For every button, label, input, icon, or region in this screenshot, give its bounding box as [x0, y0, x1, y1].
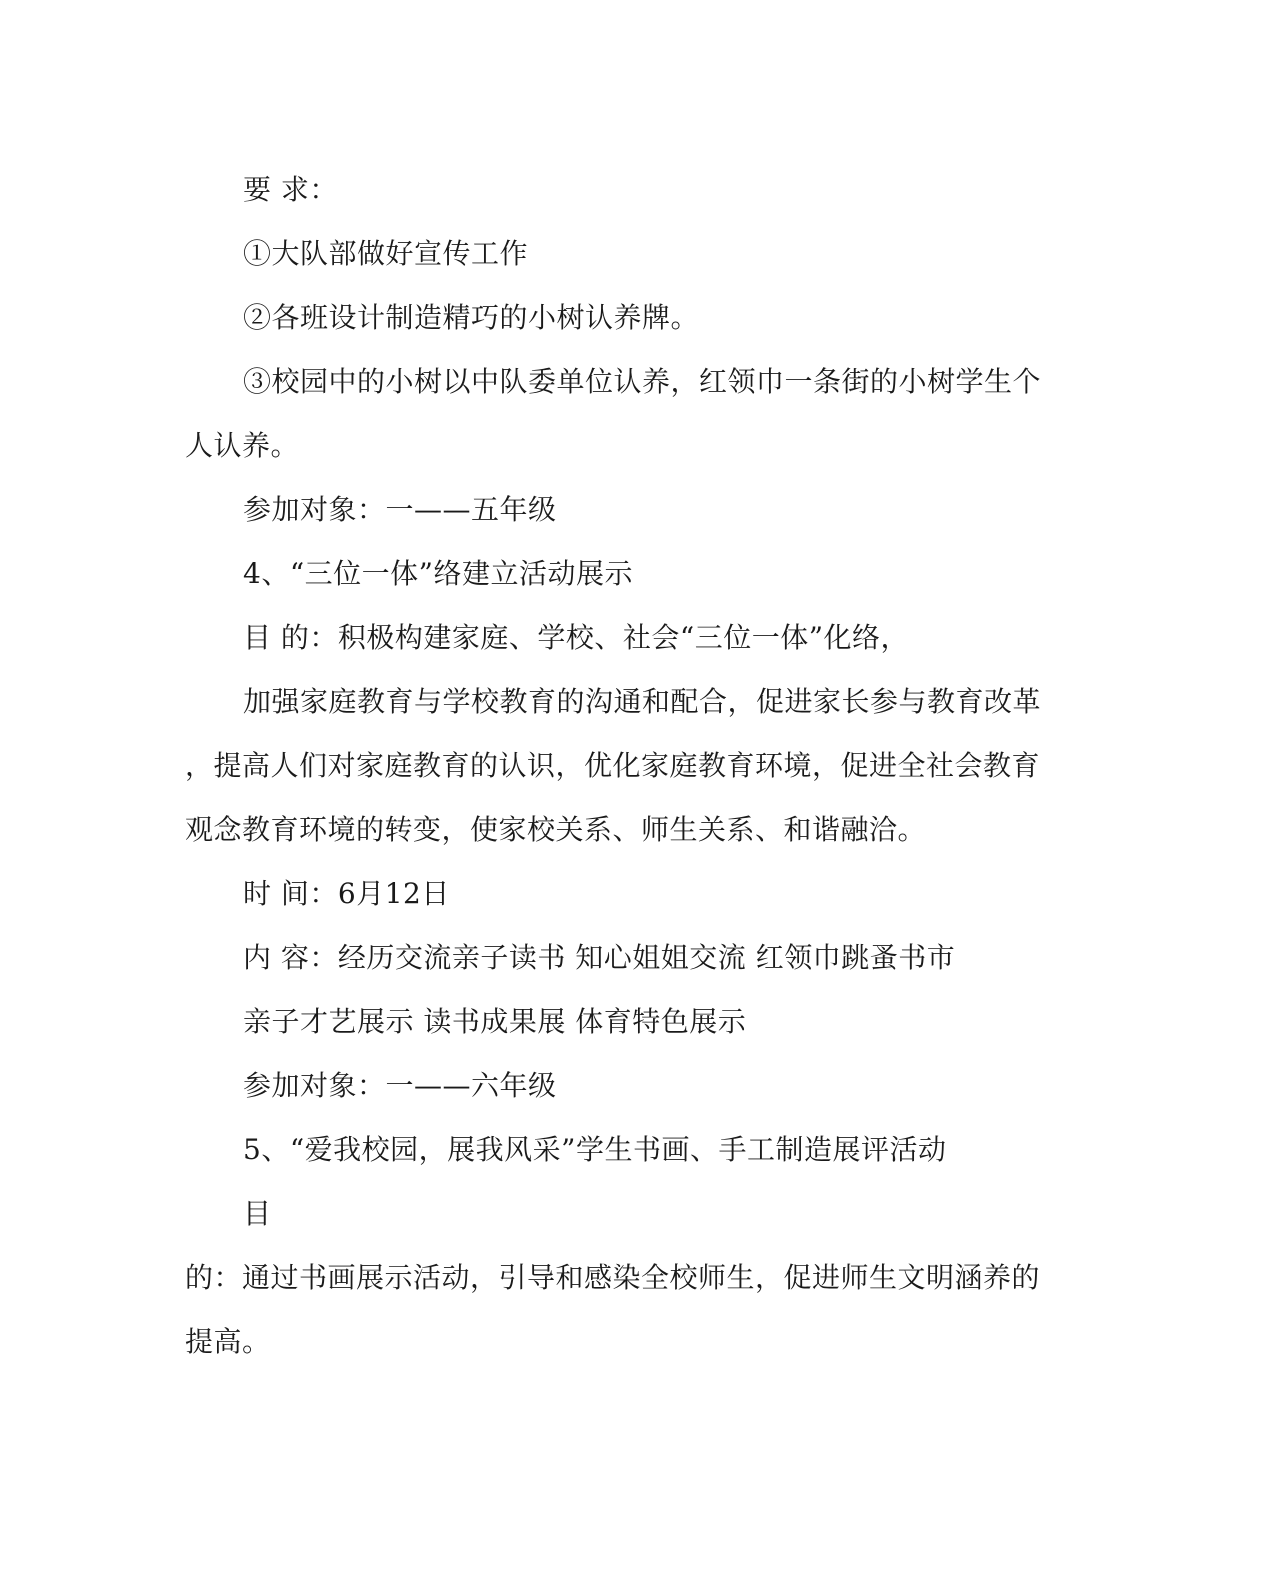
- purpose-paragraph-line-2: ，提高人们对家庭教育的认识，优化家庭教育环境，促进全社会教育: [185, 749, 1041, 782]
- requirement-item-3: ③校园中的小树以中队委单位认养，红领巾一条街的小树学生个: [243, 365, 1042, 398]
- purpose-line-5: 的：通过书画展示活动，引导和感染全校师生，促进师生文明涵养的: [185, 1261, 1041, 1294]
- content-line-2: 亲子才艺展示 读书成果展 体育特色展示: [243, 1005, 747, 1038]
- requirement-item-2: ②各班设计制造精巧的小树认养牌。: [243, 301, 700, 334]
- requirement-item-3-continued: 人认养。: [185, 429, 300, 462]
- purpose-line-4: 目 的：积极构建家庭、学校、社会“三位一体”化络，: [243, 621, 910, 654]
- purpose-label-5: 目: [243, 1197, 272, 1230]
- content-line-1: 内 容：经历交流亲子读书 知心姐姐交流 红领巾跳蚤书市: [243, 941, 956, 974]
- purpose-paragraph-line-1: 加强家庭教育与学校教育的沟通和配合，促进家长参与教育改革: [243, 685, 1042, 718]
- section-heading-5: 5、“爱我校园，展我风采”学生书画、手工制造展评活动: [243, 1133, 947, 1166]
- purpose-paragraph-line-3: 观念教育环境的转变，使家校关系、师生关系、和谐融洽。: [185, 813, 927, 846]
- participants-line-1: 参加对象：一——五年级: [243, 493, 557, 526]
- requirement-item-1: ①大队部做好宣传工作: [243, 237, 529, 270]
- participants-line-2: 参加对象：一——六年级: [243, 1069, 557, 1102]
- section-heading-4: 4、“三位一体”络建立活动展示: [243, 557, 633, 590]
- purpose-line-5-continued: 提高。: [185, 1325, 271, 1358]
- time-line: 时 间：6月12日: [243, 877, 450, 910]
- requirements-heading: 要 求：: [243, 173, 338, 206]
